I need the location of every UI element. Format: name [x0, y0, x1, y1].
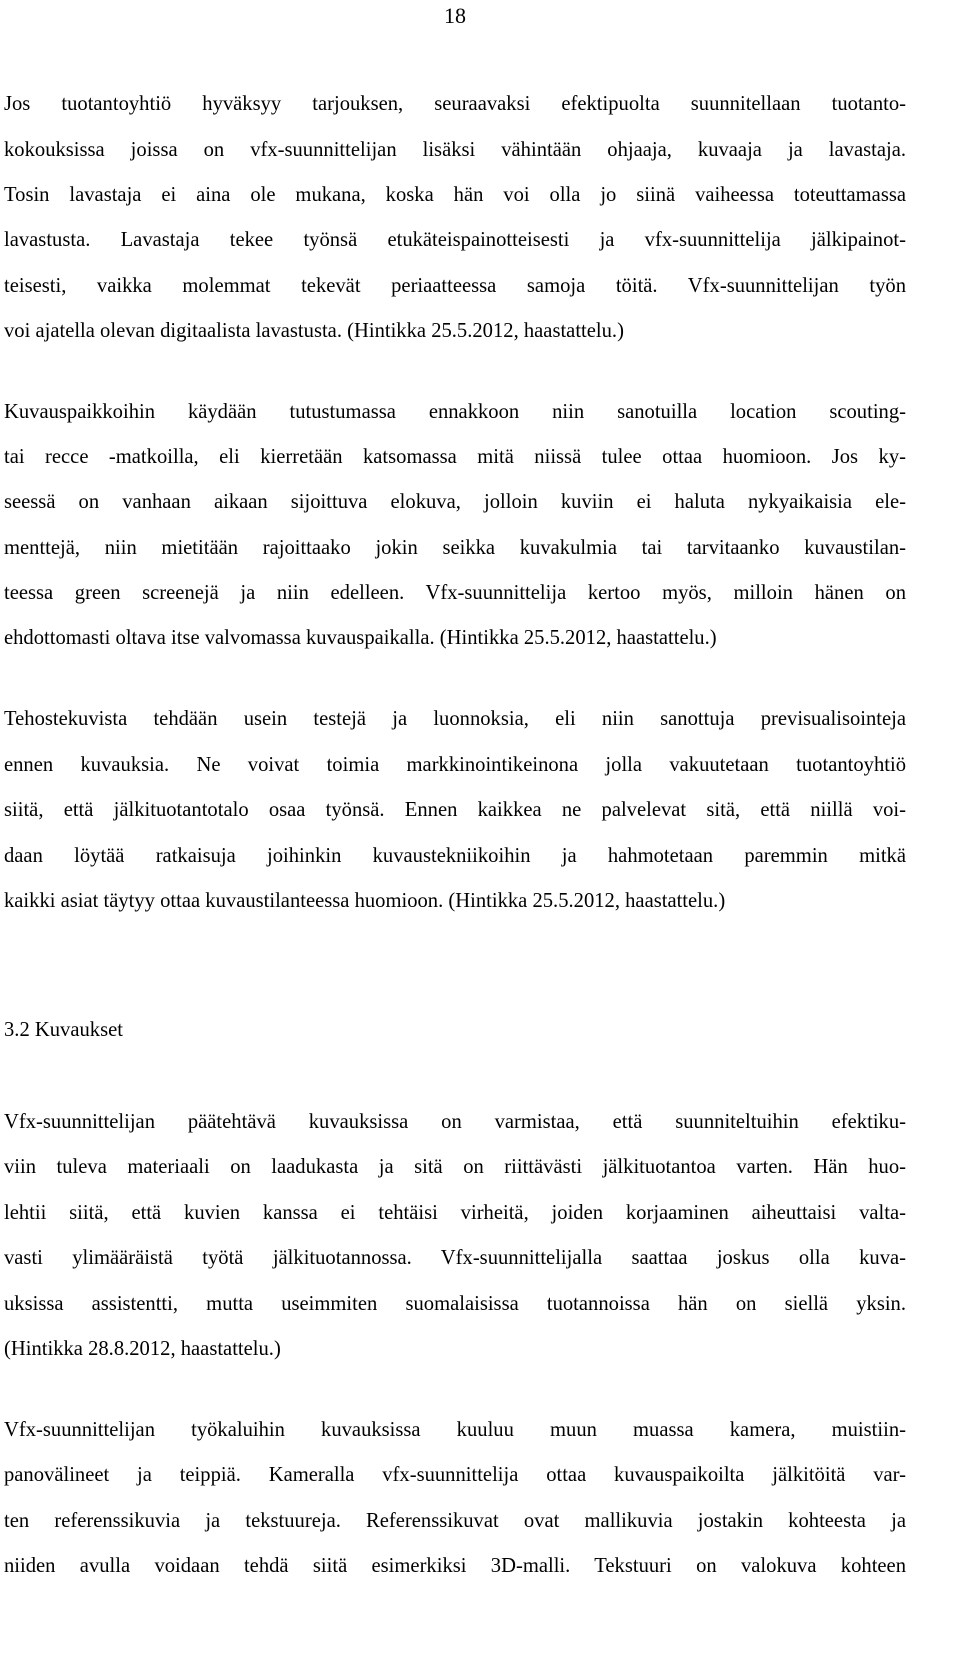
text-line: Vfx-suunnittelijan työkaluihin kuvauksissa kuuluu muun muassa kamera, muistiin- [4, 1419, 906, 1441]
text-line: seessä on vanhaan aikaan sijoittuva elokuva, jolloin kuviin ei haluta nykyaikaisia ele- [4, 491, 906, 513]
text-line: viin tuleva materiaali on laadukasta ja sitä on riittävästi jälkituotantoa varten. Hän huo- [4, 1156, 906, 1178]
text-line: vasti ylimääräistä työtä jälkituotannossa. Vfx-suunnittelijalla saattaa joskus olla kuva- [4, 1247, 906, 1269]
text-line: ennen kuvauksia. Ne voivat toimia markkinointikeinona jolla vakuutetaan tuotantoyhtiö [4, 754, 906, 776]
text-line: ehdottomasti oltava itse valvomassa kuvauspaikalla. (Hintikka 25.5.2012, haastattelu.) [4, 627, 717, 649]
text-line: kokouksissa joissa on vfx-suunnittelijan lisäksi vähintään ohjaaja, kuvaaja ja lavastaja. [4, 139, 906, 161]
text-line: panovälineet ja teippiä. Kameralla vfx-suunnittelija ottaa kuvauspaikoilta jälkitöitä var- [4, 1464, 906, 1486]
text-line: Vfx-suunnittelijan päätehtävä kuvauksissa on varmistaa, että suunniteltuihin efektiku- [4, 1111, 906, 1133]
text-line: teisesti, vaikka molemmat tekevät periaatteessa samoja töitä. Vfx-suunnittelijan työn [4, 275, 906, 297]
text-line: (Hintikka 28.8.2012, haastattelu.) [4, 1338, 281, 1360]
text-line: uksissa assistentti, mutta useimmiten suomalaisissa tuotannoissa hän on siellä yksin. [4, 1293, 906, 1315]
text-line: tai recce -matkoilla, eli kierretään katsomassa mitä niissä tulee ottaa huomioon. Jos ky- [4, 446, 906, 468]
text-line: ten referenssikuvia ja tekstuureja. Referenssikuvat ovat mallikuvia jostakin kohteesta ja [4, 1510, 906, 1532]
text-line: menttejä, niin mietitään rajoittaako jokin seikka kuvakulmia tai tarvitaanko kuvaustilan- [4, 537, 906, 559]
text-line: siitä, että jälkituotantotalo osaa työnsä. Ennen kaikkea ne palvelevat sitä, että niillä voi- [4, 799, 906, 821]
text-line: teessa green screenejä ja niin edelleen. Vfx-suunnittelija kertoo myös, milloin hänen on [4, 582, 906, 604]
text-line: Tosin lavastaja ei aina ole mukana, koska hän voi olla jo siinä vaiheessa toteuttamassa [4, 184, 906, 206]
text-line: lehtii siitä, että kuvien kanssa ei tehtäisi virheitä, joiden korjaaminen aiheuttaisi valta- [4, 1202, 906, 1224]
text-line: Tehostekuvista tehdään usein testejä ja luonnoksia, eli niin sanottuja previsualisointeja [4, 708, 906, 730]
text-line: lavastusta. Lavastaja tekee työnsä etukäteispainotteisesti ja vfx-suunnittelija jälkipainot- [4, 229, 906, 251]
text-line: voi ajatella olevan digitaalista lavastusta. (Hintikka 25.5.2012, haastattelu.) [4, 320, 624, 342]
page-number: 18 [444, 3, 466, 28]
text-line: kaikki asiat täytyy ottaa kuvaustilanteessa huomioon. (Hintikka 25.5.2012, haastattelu.) [4, 890, 726, 912]
text-line: niiden avulla voidaan tehdä siitä esimerkiksi 3D-malli. Tekstuuri on valokuva kohteen [4, 1555, 906, 1577]
text-line: Kuvauspaikkoihin käydään tutustumassa ennakkoon niin sanotuilla location scouting- [4, 401, 906, 423]
text-line: daan löytää ratkaisuja joihinkin kuvaustekniikoihin ja hahmotetaan paremmin mitkä [4, 845, 906, 867]
text-line: Jos tuotantoyhtiö hyväksyy tarjouksen, seuraavaksi efektipuolta suunnitellaan tuotanto- [4, 93, 906, 115]
section-heading: 3.2 Kuvaukset [4, 1019, 123, 1041]
